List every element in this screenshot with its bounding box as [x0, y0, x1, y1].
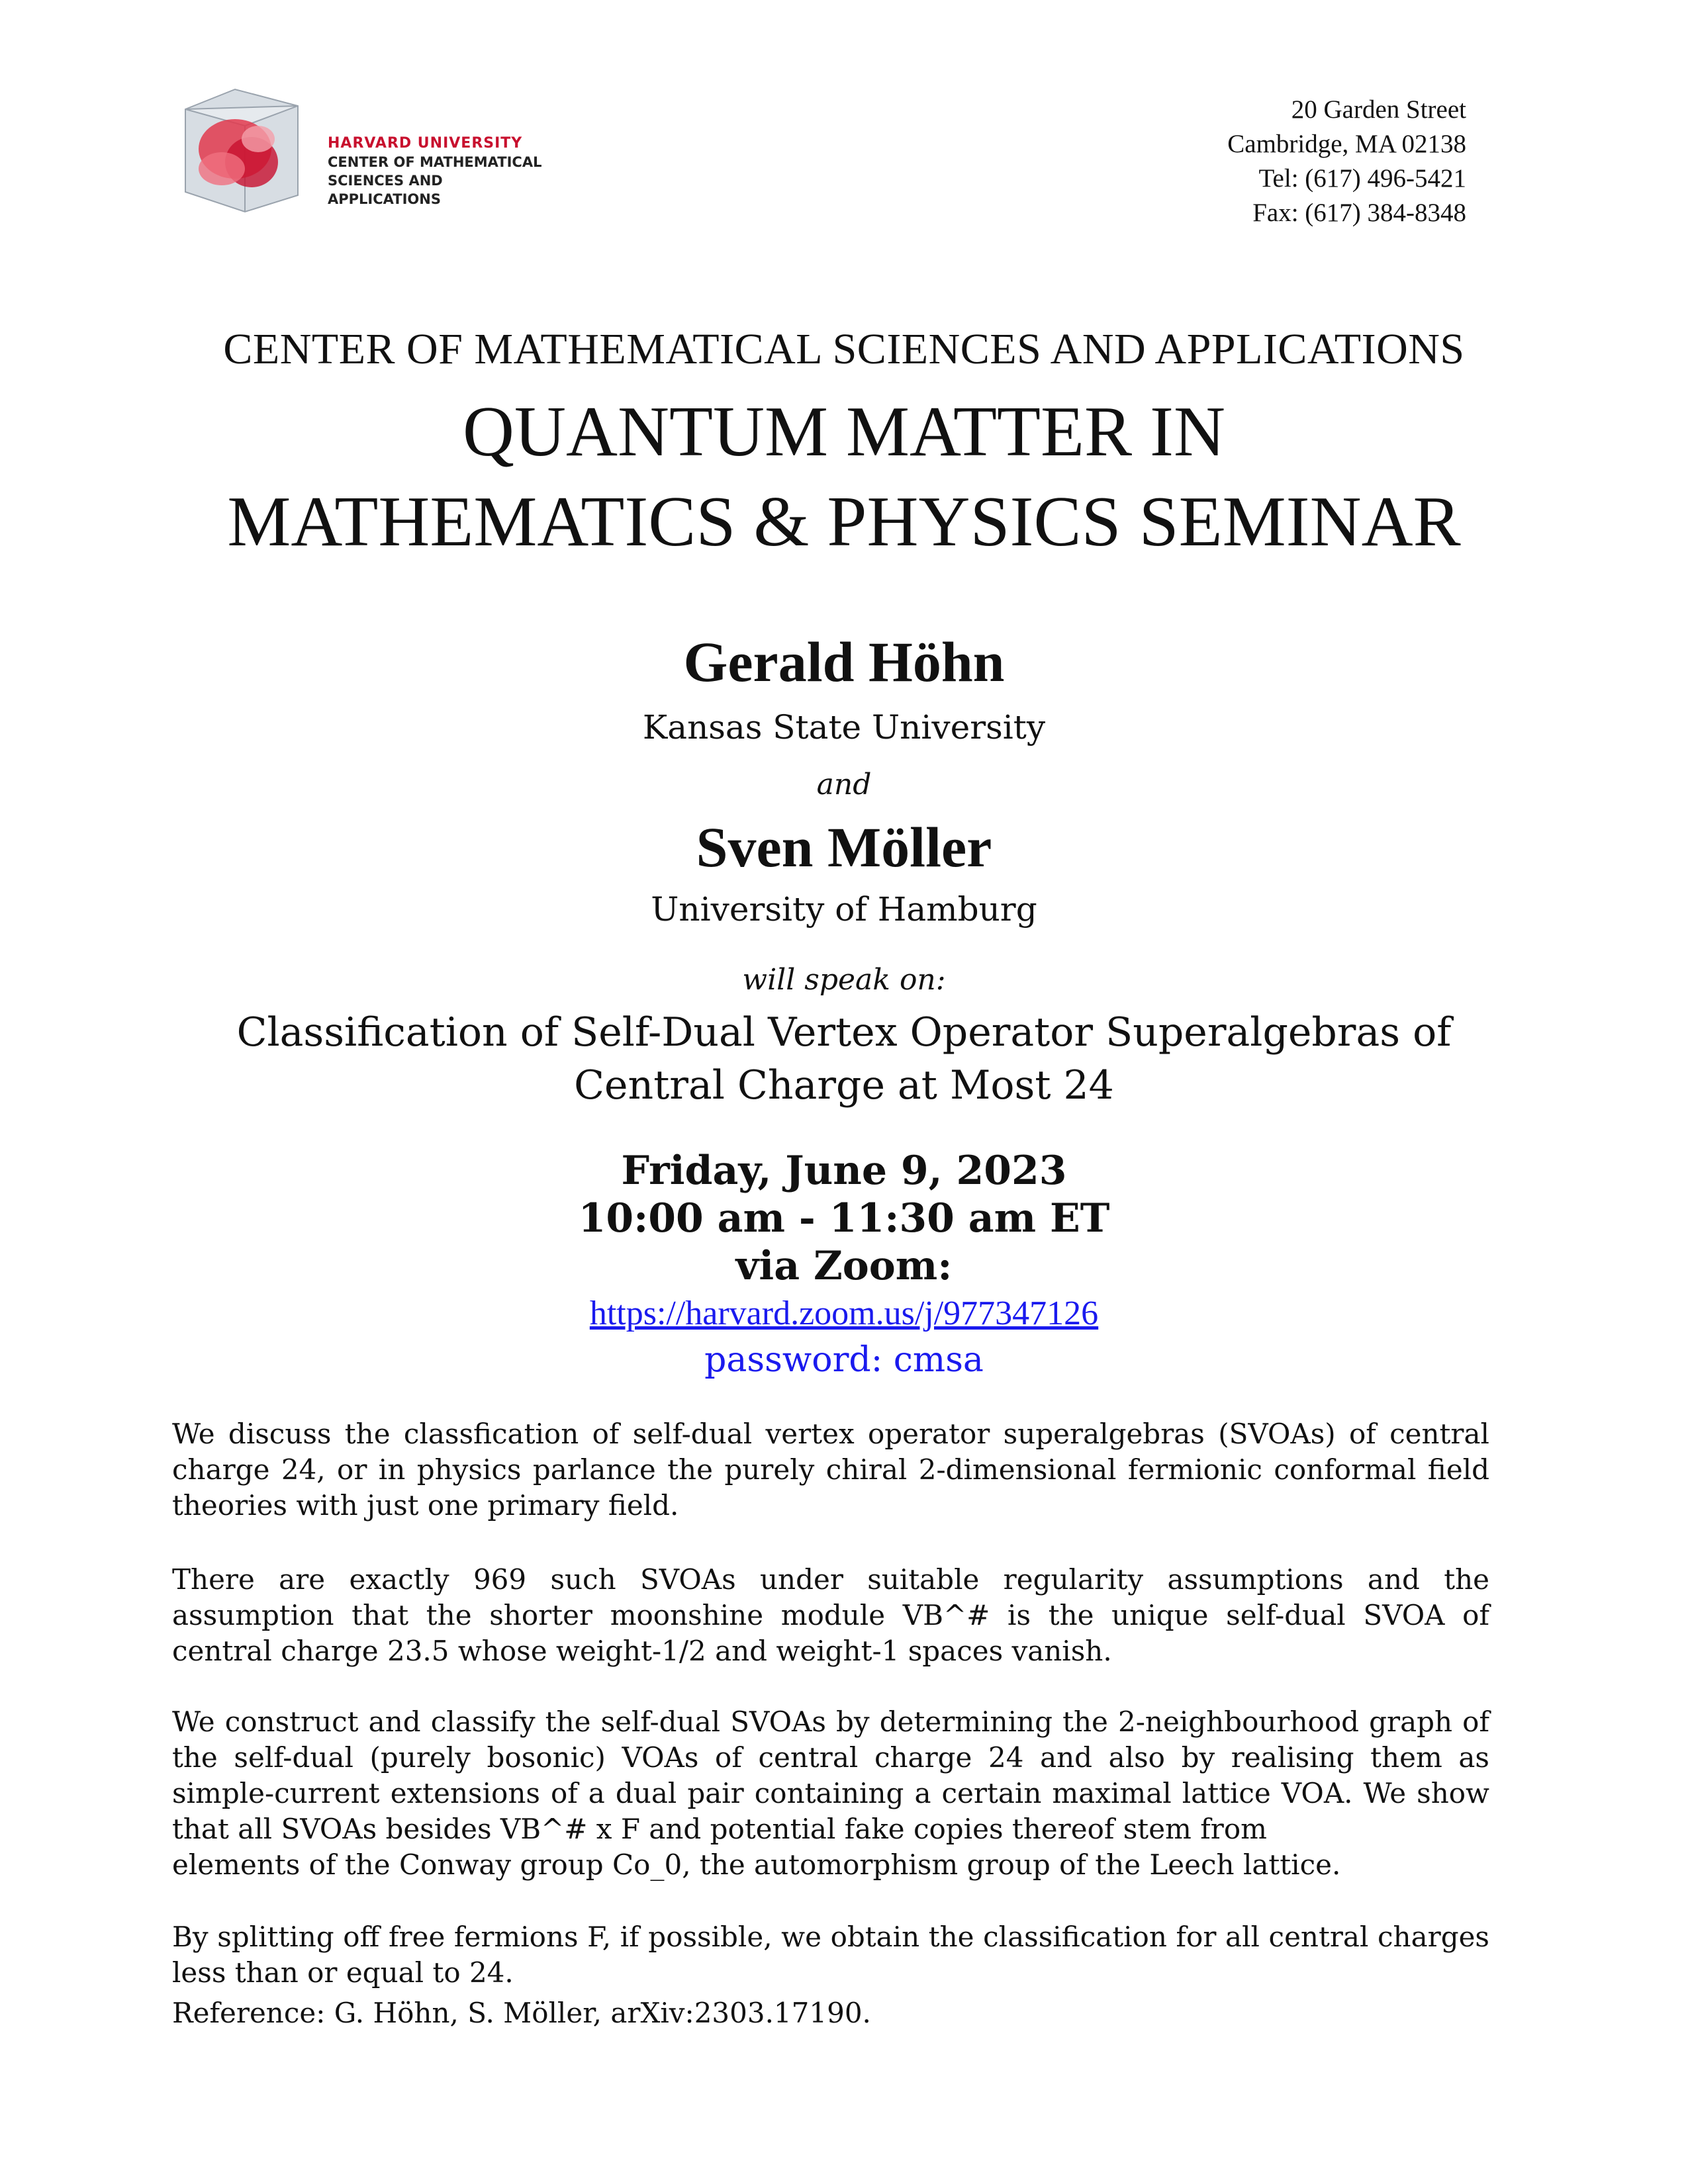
talk-title	[0, 1006, 1688, 1112]
abstract-text-3: We construct and classify the self-dual SVOAs by determining the 2-neighbourhood graph of the self-dual (purely bosonic) VOAs of central charge 24 and also by realising them as simple-current extensions of a dual pair containing a certain maximal lattice VOA. We show that all SVOAs besides VB^# x F and potential fake copies thereof stem from	[172, 1706, 1489, 1845]
abstract-paragraph-3	[172, 1704, 1489, 1883]
address-fax: Fax: (617) 384-8348	[1252, 199, 1466, 227]
cube-logo-icon	[172, 83, 311, 215]
abstract-paragraph-1	[172, 1416, 1489, 1524]
abstract-paragraph-2	[172, 1562, 1489, 1669]
address-street: 20 Garden Street	[1291, 95, 1466, 124]
logo-line-university: HARVARD UNIVERSITY	[328, 135, 523, 152]
event-time: 10:00 am - 11:30 am ET	[578, 1195, 1110, 1242]
speaker-2-name: Sven Möller	[696, 815, 992, 879]
event-venue: via Zoom:	[735, 1243, 953, 1289]
speaker-connector: and	[816, 768, 872, 801]
event-date: Friday, June 9, 2023	[621, 1148, 1067, 1194]
speaker-1-affiliation: Kansas State University	[642, 708, 1046, 747]
talk-title-line2: Central Charge at Most 24	[574, 1062, 1114, 1109]
abstract-paragraph-4	[172, 1919, 1489, 1991]
abstract-text-4: By splitting off free fermions F, if possible, we obtain the classification for all central charges less than or equal to 24.	[172, 1921, 1489, 1989]
reference-line	[172, 1995, 1489, 2031]
logo-wordmark	[328, 134, 543, 208]
seminar-title	[0, 387, 1688, 567]
talk-title-line1: Classification of Self-Dual Vertex Operator Superalgebras of	[236, 1009, 1452, 1056]
abstract-text-3b: elements of the Conway group Co_0, the automorphism group of the Leech lattice.	[172, 1848, 1341, 1881]
logo-line-sciences: SCIENCES AND APPLICATIONS	[328, 173, 443, 207]
speaker-1-name: Gerald Höhn	[683, 630, 1005, 694]
cmsa-logo	[172, 83, 543, 215]
org-heading: CENTER OF MATHEMATICAL SCIENCES AND APPLICATIONS	[223, 325, 1465, 373]
seminar-title-line2: MATHEMATICS & PHYSICS SEMINAR	[227, 482, 1461, 561]
abstract-text-1: We discuss the classfication of self-dual vertex operator superalgebras (SVOAs) of central charge 24, or in physics parlance the purely chiral 2-dimensional fermionic conformal field theories with just one primary field.	[172, 1418, 1489, 1522]
logo-line-center: CENTER OF MATHEMATICAL	[328, 154, 542, 170]
abstract-text-2: There are exactly 969 such SVOAs under suitable regularity assumptions and the assumption that the shorter moonshine module VB^# is the unique self-dual SVOA of central charge 23.5 whose weight-1/2 and weight-1 spaces vanish.	[172, 1563, 1489, 1667]
seminar-title-line1: QUANTUM MATTER IN	[463, 392, 1225, 471]
will-speak-label: will speak on:	[742, 963, 946, 997]
zoom-password: password: cmsa	[704, 1340, 984, 1380]
event-details	[0, 1147, 1688, 1290]
reference-text: Reference: G. Höhn, S. Möller, arXiv:2303.17190.	[172, 1997, 871, 2029]
address-city: Cambridge, MA 02138	[1227, 130, 1466, 158]
zoom-link[interactable]: https://harvard.zoom.us/j/977347126	[589, 1295, 1099, 1332]
speaker-2-affiliation: University of Hamburg	[651, 890, 1037, 929]
address-tel: Tel: (617) 496-5421	[1258, 164, 1466, 193]
address-block	[1227, 93, 1466, 230]
